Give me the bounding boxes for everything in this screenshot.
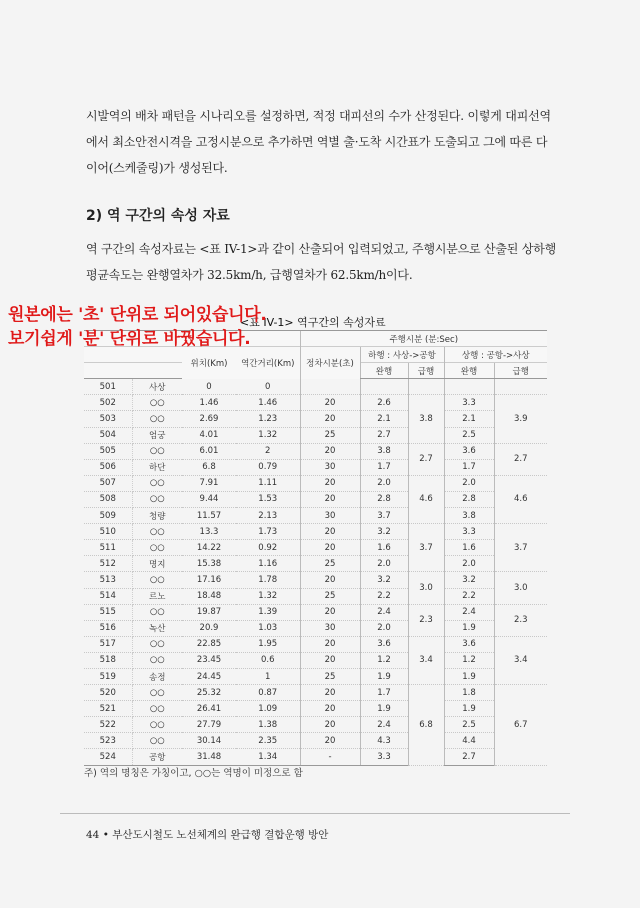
cell-interval: 1.53 (236, 491, 300, 507)
header-up-local: 완행 (444, 363, 494, 379)
cell-stop-time: 25 (300, 588, 360, 604)
header-up-express: 급행 (494, 363, 547, 379)
cell-up-express: 3.0 (494, 572, 547, 604)
cell-station-name: ○○ (132, 411, 182, 427)
table-row (84, 668, 547, 684)
table-row (84, 717, 547, 733)
cell-interval: 1.95 (236, 636, 300, 652)
cell-down-local: 1.2 (360, 652, 408, 668)
section-heading: 2) 역 구간의 속성 자료 (86, 208, 230, 224)
cell-interval: 0.79 (236, 459, 300, 475)
cell-down-express (408, 379, 444, 395)
cell-position: 1.46 (182, 395, 236, 411)
cell-down-local: 2.0 (360, 556, 408, 572)
cell-station-no: 510 (84, 524, 132, 540)
cell-station-name: ○○ (132, 395, 182, 411)
table-row (84, 572, 547, 588)
cell-down-local: 3.7 (360, 508, 408, 524)
cell-station-no: 506 (84, 459, 132, 475)
cell-down-local (360, 379, 408, 395)
cell-position: 18.48 (182, 588, 236, 604)
cell-stop-time: 20 (300, 733, 360, 749)
table-row (84, 443, 547, 459)
header-down-local: 완행 (360, 363, 408, 379)
cell-station-no: 512 (84, 556, 132, 572)
cell-position: 17.16 (182, 572, 236, 588)
cell-position: 11.57 (182, 508, 236, 524)
cell-up-express: 3.9 (494, 395, 547, 443)
cell-stop-time: 20 (300, 491, 360, 507)
cell-stop-time: 20 (300, 540, 360, 556)
cell-station-name: ○○ (132, 475, 182, 491)
cell-position: 14.22 (182, 540, 236, 556)
cell-stop-time: 20 (300, 701, 360, 717)
cell-interval: 1.73 (236, 524, 300, 540)
cell-up-local: 1.2 (444, 652, 494, 668)
cell-interval: 2.35 (236, 733, 300, 749)
cell-interval: 1.23 (236, 411, 300, 427)
cell-up-local: 4.4 (444, 733, 494, 749)
table-row (84, 540, 547, 556)
cell-station-no: 516 (84, 620, 132, 636)
cell-stop-time: 20 (300, 652, 360, 668)
cell-stop-time (300, 379, 360, 395)
cell-down-local: 1.7 (360, 459, 408, 475)
cell-up-local: 1.8 (444, 685, 494, 701)
cell-position: 26.41 (182, 701, 236, 717)
cell-down-local: 1.6 (360, 540, 408, 556)
cell-up-local: 2.0 (444, 556, 494, 572)
station-attribute-table (84, 330, 547, 766)
cell-up-local: 2.7 (444, 749, 494, 765)
cell-station-no: 520 (84, 685, 132, 701)
cell-up-local (444, 379, 494, 395)
cell-stop-time: 30 (300, 459, 360, 475)
cell-position: 7.91 (182, 475, 236, 491)
cell-down-local: 2.0 (360, 620, 408, 636)
cell-interval: 1.32 (236, 427, 300, 443)
cell-down-local: 3.2 (360, 524, 408, 540)
cell-interval: 1.39 (236, 604, 300, 620)
header-stop-time: 정차시분(초) (300, 347, 360, 379)
cell-stop-time: 20 (300, 636, 360, 652)
table-row (84, 508, 547, 524)
cell-position: 20.9 (182, 620, 236, 636)
cell-station-no: 508 (84, 491, 132, 507)
cell-up-local: 1.9 (444, 668, 494, 684)
cell-station-no: 501 (84, 379, 132, 395)
table-row (84, 604, 547, 620)
cell-station-name: ○○ (132, 524, 182, 540)
cell-station-name: 하단 (132, 459, 182, 475)
cell-interval: 1.11 (236, 475, 300, 491)
cell-down-local: 3.3 (360, 749, 408, 765)
annotation-line-1: 원본에는 '초' 단위로 되어있습니다. (8, 305, 267, 325)
cell-stop-time: 20 (300, 475, 360, 491)
cell-up-local: 2.5 (444, 427, 494, 443)
cell-interval: 1.03 (236, 620, 300, 636)
table-row (84, 556, 547, 572)
cell-station-name: 엄궁 (132, 427, 182, 443)
header-interval: 역간거리(Km) (236, 347, 300, 379)
cell-down-local: 2.8 (360, 491, 408, 507)
cell-station-no: 513 (84, 572, 132, 588)
table-row (84, 620, 547, 636)
cell-interval: 0.87 (236, 685, 300, 701)
cell-station-name: 사상 (132, 379, 182, 395)
table-note: 주) 역의 명칭은 가칭이고, ○○는 역명이 미정으로 함 (84, 768, 303, 779)
body-paragraph-1: 시발역의 배차 패턴을 시나리오를 설정하면, 적정 대피선의 수가 산정된다. 이렇게 대피선역에서 최소안전시격을 고정시분으로 추가하면 역별 출·도착 시간표가 도출되고 그에 따른 다이어(스케줄링)가 생성된다. (86, 109, 551, 175)
table-row (84, 588, 547, 604)
cell-station-name: ○○ (132, 491, 182, 507)
cell-interval: 1.32 (236, 588, 300, 604)
cell-position: 4.01 (182, 427, 236, 443)
body-paragraph-2: 역 구간의 속성자료는 <표 IV-1>과 같이 산출되어 입력되었고, 주행시분으로 산출된 상하행 평균속도는 완행열차가 32.5km/h, 급행열차가 62.5km/h이다. (86, 242, 556, 282)
cell-down-express: 6.8 (408, 685, 444, 765)
cell-down-express: 4.6 (408, 475, 444, 523)
cell-position: 31.48 (182, 749, 236, 765)
cell-position: 2.69 (182, 411, 236, 427)
table-row (84, 749, 547, 765)
cell-down-local: 2.0 (360, 475, 408, 491)
cell-station-no: 511 (84, 540, 132, 556)
cell-position: 15.38 (182, 556, 236, 572)
cell-interval: 1.09 (236, 701, 300, 717)
cell-station-name: 르노 (132, 588, 182, 604)
cell-down-local: 1.9 (360, 701, 408, 717)
cell-up-express: 6.7 (494, 685, 547, 765)
table-row (84, 379, 547, 395)
cell-station-name: ○○ (132, 540, 182, 556)
cell-stop-time: 20 (300, 572, 360, 588)
cell-position: 24.45 (182, 668, 236, 684)
cell-station-no: 504 (84, 427, 132, 443)
cell-up-local: 3.8 (444, 508, 494, 524)
cell-up-express: 3.7 (494, 524, 547, 572)
cell-station-no: 523 (84, 733, 132, 749)
table-row (84, 685, 547, 701)
cell-stop-time: - (300, 749, 360, 765)
table-row (84, 491, 547, 507)
cell-up-local: 2.8 (444, 491, 494, 507)
cell-station-no: 524 (84, 749, 132, 765)
cell-stop-time: 25 (300, 556, 360, 572)
cell-position: 19.87 (182, 604, 236, 620)
cell-interval: 1.34 (236, 749, 300, 765)
cell-position: 27.79 (182, 717, 236, 733)
cell-down-local: 3.6 (360, 636, 408, 652)
cell-down-local: 3.2 (360, 572, 408, 588)
cell-station-no: 505 (84, 443, 132, 459)
cell-up-local: 3.6 (444, 636, 494, 652)
cell-station-no: 503 (84, 411, 132, 427)
table-body (84, 379, 547, 765)
cell-down-express: 3.7 (408, 524, 444, 572)
cell-stop-time: 30 (300, 620, 360, 636)
cell-position: 30.14 (182, 733, 236, 749)
cell-down-express: 3.8 (408, 395, 444, 443)
cell-up-local: 3.3 (444, 524, 494, 540)
header-run-time: 주행시분 (분:Sec) (300, 331, 547, 347)
table-caption: <표 IV-1> 역구간의 속성자료 (240, 316, 386, 329)
cell-up-express: 3.4 (494, 636, 547, 684)
cell-up-local: 3.2 (444, 572, 494, 588)
cell-up-express: 2.7 (494, 443, 547, 475)
cell-station-no: 521 (84, 701, 132, 717)
cell-stop-time: 20 (300, 717, 360, 733)
cell-station-no: 519 (84, 668, 132, 684)
cell-station-name: 명지 (132, 556, 182, 572)
cell-down-local: 2.1 (360, 411, 408, 427)
cell-interval: 1.16 (236, 556, 300, 572)
cell-position: 22.85 (182, 636, 236, 652)
cell-station-name: ○○ (132, 733, 182, 749)
cell-stop-time: 20 (300, 411, 360, 427)
cell-station-no: 502 (84, 395, 132, 411)
header-up: 상행 : 공항->사상 (444, 347, 547, 363)
cell-interval: 0.6 (236, 652, 300, 668)
cell-stop-time: 20 (300, 395, 360, 411)
table-row (84, 395, 547, 411)
cell-position: 6.01 (182, 443, 236, 459)
cell-station-name: ○○ (132, 443, 182, 459)
cell-stop-time: 20 (300, 604, 360, 620)
cell-up-local: 3.3 (444, 395, 494, 411)
cell-station-no: 515 (84, 604, 132, 620)
cell-station-name: ○○ (132, 636, 182, 652)
table-row (84, 636, 547, 652)
cell-station-name: ○○ (132, 685, 182, 701)
annotation-line-2: 보기쉽게 '분' 단위로 바꿨습니다. (8, 329, 251, 349)
cell-up-local: 2.1 (444, 411, 494, 427)
cell-down-express: 2.7 (408, 443, 444, 475)
table-row (84, 652, 547, 668)
cell-stop-time: 30 (300, 508, 360, 524)
cell-interval: 1.38 (236, 717, 300, 733)
cell-station-name: ○○ (132, 717, 182, 733)
cell-interval: 0 (236, 379, 300, 395)
cell-interval: 2.13 (236, 508, 300, 524)
cell-stop-time: 25 (300, 427, 360, 443)
page-footer: 44 • 부산도시철도 노선체계의 완급행 결합운행 방안 (86, 829, 329, 841)
cell-station-name: ○○ (132, 572, 182, 588)
cell-station-name: ○○ (132, 701, 182, 717)
cell-up-local: 2.5 (444, 717, 494, 733)
cell-interval: 0.92 (236, 540, 300, 556)
cell-position: 25.32 (182, 685, 236, 701)
cell-up-express (494, 379, 547, 395)
table-row (84, 427, 547, 443)
cell-station-name: 청량 (132, 508, 182, 524)
cell-down-local: 2.2 (360, 588, 408, 604)
table-row (84, 475, 547, 491)
cell-up-local: 2.0 (444, 475, 494, 491)
cell-up-local: 3.6 (444, 443, 494, 459)
cell-position: 6.8 (182, 459, 236, 475)
cell-up-local: 1.9 (444, 701, 494, 717)
cell-station-no: 518 (84, 652, 132, 668)
cell-station-name: 녹산 (132, 620, 182, 636)
cell-station-no: 509 (84, 508, 132, 524)
cell-interval: 1.78 (236, 572, 300, 588)
cell-station-name: 공항 (132, 749, 182, 765)
table-row (84, 411, 547, 427)
cell-stop-time: 20 (300, 443, 360, 459)
header-down-express: 급행 (408, 363, 444, 379)
cell-down-express: 3.0 (408, 572, 444, 604)
cell-interval: 1 (236, 668, 300, 684)
cell-down-local: 2.7 (360, 427, 408, 443)
cell-station-no: 507 (84, 475, 132, 491)
cell-down-express: 3.4 (408, 636, 444, 684)
cell-up-local: 2.4 (444, 604, 494, 620)
cell-station-name: ○○ (132, 604, 182, 620)
cell-station-name: 송정 (132, 668, 182, 684)
cell-down-local: 2.4 (360, 604, 408, 620)
cell-down-local: 1.9 (360, 668, 408, 684)
cell-station-no: 522 (84, 717, 132, 733)
cell-interval: 1.46 (236, 395, 300, 411)
header-down: 하행 : 사상->공항 (360, 347, 444, 363)
cell-up-local: 1.6 (444, 540, 494, 556)
cell-station-name: ○○ (132, 652, 182, 668)
table-row (84, 459, 547, 475)
cell-down-local: 2.4 (360, 717, 408, 733)
cell-up-express: 2.3 (494, 604, 547, 636)
cell-position: 0 (182, 379, 236, 395)
cell-down-local: 2.6 (360, 395, 408, 411)
cell-stop-time: 20 (300, 685, 360, 701)
cell-down-express: 2.3 (408, 604, 444, 636)
footer-divider (60, 813, 570, 814)
table-row (84, 733, 547, 749)
cell-stop-time: 25 (300, 668, 360, 684)
cell-station-no: 514 (84, 588, 132, 604)
cell-position: 13.3 (182, 524, 236, 540)
cell-down-local: 4.3 (360, 733, 408, 749)
table-row (84, 701, 547, 717)
cell-up-local: 1.7 (444, 459, 494, 475)
cell-down-local: 3.8 (360, 443, 408, 459)
cell-position: 23.45 (182, 652, 236, 668)
header-position: 위치(Km) (182, 347, 236, 379)
cell-station-no: 517 (84, 636, 132, 652)
cell-down-local: 1.7 (360, 685, 408, 701)
cell-interval: 2 (236, 443, 300, 459)
cell-position: 9.44 (182, 491, 236, 507)
cell-stop-time: 20 (300, 524, 360, 540)
cell-up-local: 2.2 (444, 588, 494, 604)
cell-up-express: 4.6 (494, 475, 547, 523)
cell-up-local: 1.9 (444, 620, 494, 636)
table-row (84, 524, 547, 540)
